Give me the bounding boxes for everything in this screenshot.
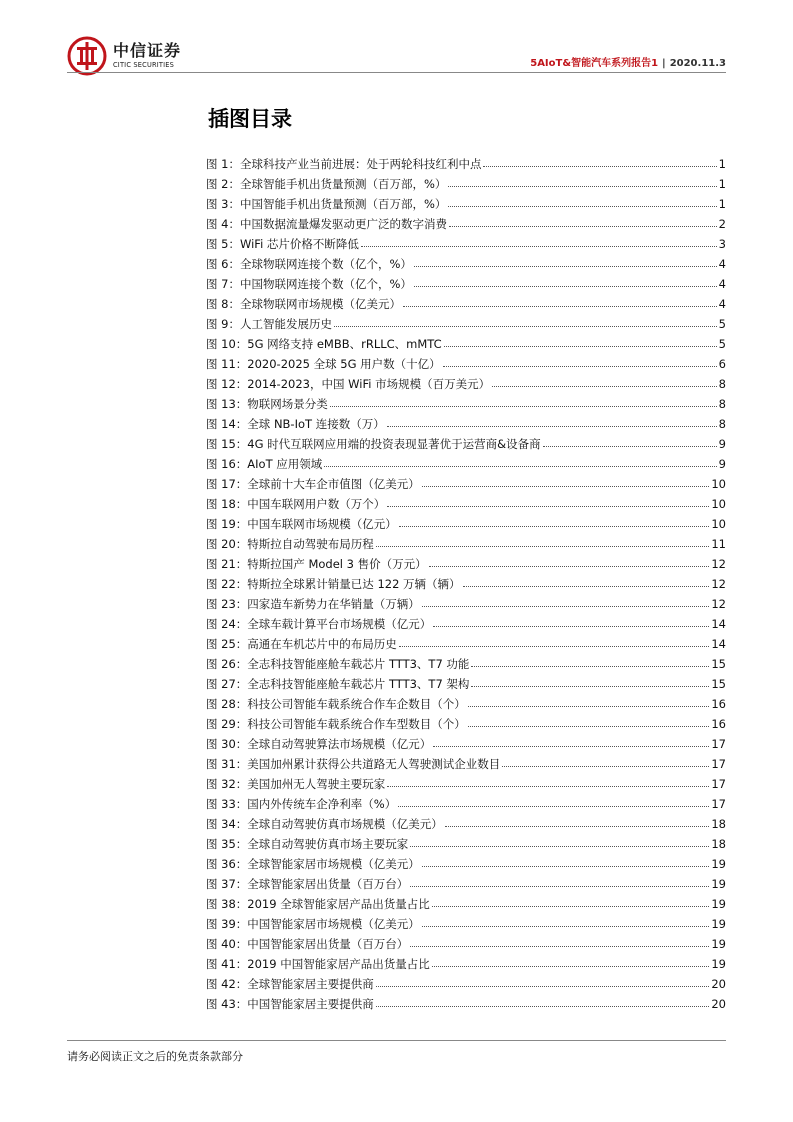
toc-dot-leader [414, 255, 717, 267]
toc-dot-leader [422, 915, 710, 927]
toc-entry-label: 图 39：中国智能家居市场规模（亿美元） [206, 917, 420, 931]
toc-entry[interactable] [206, 834, 726, 854]
toc-dot-leader [433, 615, 709, 627]
toc-entry-label: 图 41：2019 中国智能家居产品出货量占比 [206, 957, 430, 971]
toc-dot-leader [422, 475, 710, 487]
toc-dot-leader [448, 195, 716, 207]
toc-dot-leader [445, 815, 710, 827]
toc-entry-page-number: 19 [711, 937, 726, 951]
toc-entry-page-number: 4 [718, 257, 726, 271]
toc-dot-leader [376, 975, 710, 987]
toc-entry[interactable] [206, 154, 726, 174]
toc-entry-label: 图 35：全球自动驾驶仿真市场主要玩家 [206, 837, 409, 851]
toc-entry-label: 图 17：全球前十大车企市值图（亿美元） [206, 477, 420, 491]
toc-dot-leader [471, 675, 709, 687]
toc-entry[interactable] [206, 674, 726, 694]
toc-entry[interactable] [206, 614, 726, 634]
toc-entry-page-number: 14 [711, 637, 726, 651]
toc-entry-label: 图 27：全志科技智能座舱车载芯片 TTT3、T7 架构 [206, 677, 470, 691]
toc-entry[interactable] [206, 894, 726, 914]
toc-entry[interactable] [206, 854, 726, 874]
toc-dot-leader [449, 215, 717, 227]
figure-table-of-contents [206, 154, 726, 1014]
toc-entry-page-number: 16 [711, 697, 726, 711]
toc-entry-label: 图 19：中国车联网市场规模（亿元） [206, 517, 397, 531]
toc-entry-label: 图 26：全志科技智能座舱车载芯片 TTT3、T7 功能 [206, 657, 470, 671]
toc-dot-leader [471, 655, 709, 667]
toc-entry[interactable] [206, 494, 726, 514]
toc-entry-page-number: 19 [711, 877, 726, 891]
toc-entry-page-number: 9 [718, 457, 726, 471]
toc-entry-label: 图 6：全球物联网连接个数（亿个，%） [206, 257, 412, 271]
toc-dot-leader [422, 855, 710, 867]
toc-dot-leader [468, 695, 710, 707]
toc-entry-page-number: 18 [711, 837, 726, 851]
toc-entry-page-number: 17 [711, 797, 726, 811]
footer-disclaimer: 请务必阅读正文之后的免责条款部分 [67, 1050, 243, 1063]
toc-dot-leader [387, 775, 709, 787]
toc-entry-page-number: 8 [718, 417, 726, 431]
toc-entry-label: 图 10：5G 网络支持 eMBB、rRLLC、mMTC [206, 337, 442, 351]
toc-entry-page-number: 20 [711, 977, 726, 991]
report-header [530, 54, 726, 69]
toc-dot-leader [543, 435, 717, 447]
toc-entry-label: 图 20：特斯拉自动驾驶布局历程 [206, 537, 374, 551]
toc-entry-page-number: 8 [718, 397, 726, 411]
toc-entry-label: 图 29：科技公司智能车载系统合作车型数目（个） [206, 717, 466, 731]
toc-entry-label: 图 32：美国加州无人驾驶主要玩家 [206, 777, 386, 791]
toc-entry-label: 图 18：中国车联网用户数（万个） [206, 497, 386, 511]
report-date: 2020.11.3 [669, 58, 726, 69]
toc-entry-page-number: 1 [718, 157, 726, 171]
toc-entry-page-number: 2 [718, 217, 726, 231]
toc-entry-label: 图 13：物联网场景分类 [206, 397, 328, 411]
toc-entry-label: 图 34：全球自动驾驶仿真市场规模（亿美元） [206, 817, 443, 831]
toc-dot-leader [432, 955, 710, 967]
toc-entry-label: 图 36：全球智能家居市场规模（亿美元） [206, 857, 420, 871]
toc-entry-page-number: 11 [711, 537, 726, 551]
toc-dot-leader [376, 995, 710, 1007]
toc-dot-leader [492, 375, 717, 387]
toc-dot-leader [324, 455, 716, 467]
toc-entry-label: 图 23：四家造车新势力在华销量（万辆） [206, 597, 420, 611]
header-separator: | [662, 58, 666, 69]
toc-entry-page-number: 5 [718, 337, 726, 351]
toc-dot-leader [483, 155, 716, 167]
toc-dot-leader [387, 495, 709, 507]
toc-entry-page-number: 17 [711, 777, 726, 791]
toc-entry-label: 图 12：2014-2023，中国 WiFi 市场规模（百万美元） [206, 377, 491, 391]
toc-entry-page-number: 19 [711, 857, 726, 871]
toc-entry-page-number: 1 [718, 177, 726, 191]
toc-entry-page-number: 14 [711, 617, 726, 631]
toc-entry[interactable] [206, 654, 726, 674]
toc-entry-page-number: 10 [711, 517, 726, 531]
toc-entry[interactable] [206, 594, 726, 614]
toc-dot-leader [463, 575, 710, 587]
toc-entry[interactable] [206, 774, 726, 794]
page-title: 插图目录 [208, 107, 292, 131]
toc-entry-page-number: 4 [718, 277, 726, 291]
toc-entry-page-number: 18 [711, 817, 726, 831]
toc-entry[interactable] [206, 694, 726, 714]
toc-entry[interactable] [206, 314, 726, 334]
toc-entry[interactable] [206, 534, 726, 554]
toc-dot-leader [468, 715, 710, 727]
toc-entry-label: 图 37：全球智能家居出货量（百万台） [206, 877, 409, 891]
toc-entry[interactable] [206, 814, 726, 834]
toc-entry-label: 图 33：国内外传统车企净利率（%） [206, 797, 397, 811]
toc-entry-page-number: 15 [711, 657, 726, 671]
toc-entry-label: 图 14：全球 NB-IoT 连接数（万） [206, 417, 385, 431]
toc-entry-label: 图 9：人工智能发展历史 [206, 317, 332, 331]
toc-dot-leader [334, 315, 717, 327]
toc-entry-page-number: 20 [711, 997, 726, 1011]
toc-entry[interactable] [206, 514, 726, 534]
toc-entry-page-number: 5 [718, 317, 726, 331]
toc-entry[interactable] [206, 194, 726, 214]
toc-entry-page-number: 10 [711, 497, 726, 511]
toc-entry-label: 图 7：中国物联网连接个数（亿个，%） [206, 277, 412, 291]
toc-entry[interactable] [206, 294, 726, 314]
toc-entry[interactable] [206, 394, 726, 414]
toc-entry-label: 图 24：全球车载计算平台市场规模（亿元） [206, 617, 432, 631]
toc-entry-page-number: 12 [711, 557, 726, 571]
toc-dot-leader [410, 875, 709, 887]
citic-emblem-icon [67, 36, 107, 76]
toc-entry[interactable] [206, 734, 726, 754]
logo-chinese-name: 中信证券 [113, 41, 182, 60]
toc-dot-leader [448, 175, 716, 187]
toc-entry[interactable] [206, 954, 726, 974]
toc-entry-page-number: 12 [711, 577, 726, 591]
toc-dot-leader [443, 355, 717, 367]
toc-dot-leader [410, 835, 709, 847]
toc-entry-page-number: 17 [711, 757, 726, 771]
logo-text [113, 42, 181, 70]
toc-entry[interactable] [206, 414, 726, 434]
toc-entry-page-number: 1 [718, 197, 726, 211]
toc-entry[interactable] [206, 234, 726, 254]
toc-entry[interactable] [206, 574, 726, 594]
toc-entry[interactable] [206, 434, 726, 454]
toc-entry-page-number: 9 [718, 437, 726, 451]
report-series-title: 5AIoT&智能汽车系列报告1 [530, 58, 659, 69]
toc-entry-page-number: 10 [711, 477, 726, 491]
toc-entry[interactable] [206, 374, 726, 394]
toc-dot-leader [414, 275, 717, 287]
toc-entry[interactable] [206, 554, 726, 574]
toc-entry-page-number: 8 [718, 377, 726, 391]
toc-entry-page-number: 19 [711, 897, 726, 911]
toc-dot-leader [410, 935, 709, 947]
toc-dot-leader [432, 895, 710, 907]
toc-entry-label: 图 4：中国数据流量爆发驱动更广泛的数字消费 [206, 217, 447, 231]
toc-dot-leader [444, 335, 717, 347]
toc-entry-label: 图 28：科技公司智能车载系统合作车企数目（个） [206, 697, 466, 711]
toc-entry-label: 图 3：中国智能手机出货量预测（百万部，%） [206, 197, 447, 211]
toc-entry[interactable] [206, 994, 726, 1014]
toc-dot-leader [376, 535, 710, 547]
toc-entry-label: 图 22：特斯拉全球累计销量已达 122 万辆（辆） [206, 577, 461, 591]
toc-entry[interactable] [206, 254, 726, 274]
toc-entry-page-number: 19 [711, 917, 726, 931]
toc-dot-leader [502, 755, 709, 767]
toc-entry-label: 图 11：2020-2025 全球 5G 用户数（十亿） [206, 357, 441, 371]
toc-entry-label: 图 16：AIoT 应用领域 [206, 457, 323, 471]
toc-entry-page-number: 3 [718, 237, 726, 251]
footer-divider [67, 1040, 726, 1041]
toc-entry-page-number: 4 [718, 297, 726, 311]
toc-entry-page-number: 15 [711, 677, 726, 691]
company-logo [67, 36, 181, 76]
toc-dot-leader [403, 295, 717, 307]
toc-entry[interactable] [206, 754, 726, 774]
toc-entry-page-number: 19 [711, 957, 726, 971]
toc-entry-label: 图 1：全球科技产业当前进展：处于两轮科技红利中点 [206, 157, 482, 171]
toc-entry[interactable] [206, 714, 726, 734]
toc-entry[interactable] [206, 274, 726, 294]
toc-entry-label: 图 43：中国智能家居主要提供商 [206, 997, 374, 1011]
toc-entry-label: 图 30：全球自动驾驶算法市场规模（亿元） [206, 737, 432, 751]
toc-entry-label: 图 15：4G 时代互联网应用端的投资表现显著优于运营商&设备商 [206, 437, 541, 451]
toc-entry[interactable] [206, 334, 726, 354]
toc-entry[interactable] [206, 794, 726, 814]
toc-dot-leader [429, 555, 710, 567]
toc-entry[interactable] [206, 354, 726, 374]
toc-entry-page-number: 12 [711, 597, 726, 611]
toc-entry[interactable] [206, 974, 726, 994]
toc-entry[interactable] [206, 474, 726, 494]
toc-entry-label: 图 25：高通在车机芯片中的布局历史 [206, 637, 397, 651]
toc-dot-leader [399, 635, 710, 647]
toc-entry-page-number: 17 [711, 737, 726, 751]
logo-english-name: CITIC SECURITIES [113, 61, 175, 69]
toc-entry-page-number: 6 [718, 357, 726, 371]
toc-entry-label: 图 2：全球智能手机出货量预测（百万部，%） [206, 177, 447, 191]
toc-entry[interactable] [206, 454, 726, 474]
toc-entry[interactable] [206, 174, 726, 194]
toc-entry-page-number: 16 [711, 717, 726, 731]
toc-dot-leader [398, 795, 709, 807]
toc-dot-leader [433, 735, 709, 747]
toc-entry-label: 图 42：全球智能家居主要提供商 [206, 977, 374, 991]
toc-entry-label: 图 38：2019 全球智能家居产品出货量占比 [206, 897, 430, 911]
toc-entry[interactable] [206, 914, 726, 934]
toc-entry-label: 图 8：全球物联网市场规模（亿美元） [206, 297, 401, 311]
toc-dot-leader [387, 415, 717, 427]
toc-entry-label: 图 5：WiFi 芯片价格不断降低 [206, 237, 359, 251]
header-divider [67, 72, 726, 73]
toc-entry[interactable] [206, 934, 726, 954]
toc-entry-label: 图 21：特斯拉国产 Model 3 售价（万元） [206, 557, 427, 571]
toc-entry-label: 图 31：美国加州累计获得公共道路无人驾驶测试企业数目 [206, 757, 501, 771]
toc-dot-leader [330, 395, 717, 407]
toc-entry[interactable] [206, 634, 726, 654]
toc-entry[interactable] [206, 874, 726, 894]
toc-dot-leader [361, 235, 717, 247]
toc-entry-label: 图 40：中国智能家居出货量（百万台） [206, 937, 409, 951]
toc-dot-leader [399, 515, 710, 527]
toc-dot-leader [422, 595, 710, 607]
toc-entry[interactable] [206, 214, 726, 234]
